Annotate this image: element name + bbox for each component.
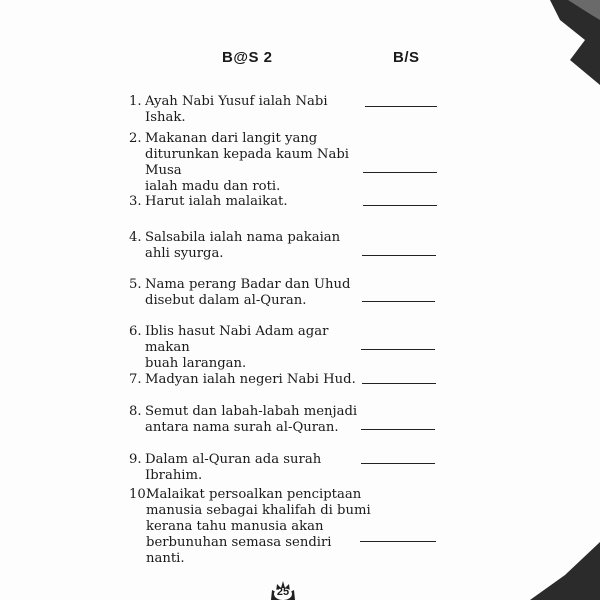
question-text: Ayah Nabi Yusuf ialah Nabi Ishak. bbox=[145, 94, 328, 125]
question-text: Iblis hasut Nabi Adam agar makan buah larangan. bbox=[145, 324, 329, 371]
answer-line[interactable] bbox=[362, 255, 436, 256]
question-number: 2. bbox=[129, 131, 142, 146]
answer-line[interactable] bbox=[362, 383, 436, 384]
question-number: 7. bbox=[129, 372, 142, 387]
question-number: 1. bbox=[129, 94, 142, 109]
answer-line[interactable] bbox=[361, 429, 435, 430]
question-text: Dalam al-Quran ada surah Ibrahim. bbox=[145, 452, 322, 483]
page-number: 25 bbox=[276, 586, 290, 598]
question-text: Madyan ialah negeri Nabi Hud. bbox=[145, 372, 356, 387]
answer-line[interactable] bbox=[365, 106, 437, 107]
answer-line[interactable] bbox=[361, 349, 435, 350]
answer-line[interactable] bbox=[363, 172, 437, 173]
question-number: 4. bbox=[129, 230, 142, 245]
answer-line[interactable] bbox=[360, 541, 436, 542]
question-text: Makanan dari langit yang diturunkan kepada kaum Nabi Musa ialah madu dan roti. bbox=[145, 131, 349, 194]
question-number: 10. bbox=[129, 487, 150, 502]
question-number: 3. bbox=[129, 194, 142, 209]
question-number: 6. bbox=[129, 324, 142, 339]
answer-line[interactable] bbox=[361, 463, 435, 464]
question-number: 8. bbox=[129, 404, 142, 419]
page-number-badge bbox=[268, 580, 298, 600]
column-header-answer: B/S bbox=[393, 49, 420, 66]
answer-line[interactable] bbox=[363, 205, 437, 206]
question-text: Nama perang Badar dan Uhud disebut dalam al-Quran. bbox=[145, 277, 351, 308]
answer-line[interactable] bbox=[362, 301, 435, 302]
question-number: 9. bbox=[129, 452, 142, 467]
question-text: Harut ialah malaikat. bbox=[145, 194, 288, 209]
page-corner-decoration bbox=[450, 0, 600, 90]
question-text: Semut dan labah-labah menjadi antara nama surah al-Quran. bbox=[145, 404, 358, 435]
question-number: 5. bbox=[129, 277, 142, 292]
page-corner-decoration-bottom bbox=[470, 530, 600, 600]
question-text: Salsabila ialah nama pakaian ahli syurga. bbox=[145, 230, 341, 261]
question-text: Malaikat persoalkan penciptaan manusia sebagai khalifah di bumi kerana tahu manusia akan berbunuhan semasa sendiri nanti. bbox=[146, 487, 371, 566]
column-header-statements: B@S 2 bbox=[222, 49, 273, 66]
